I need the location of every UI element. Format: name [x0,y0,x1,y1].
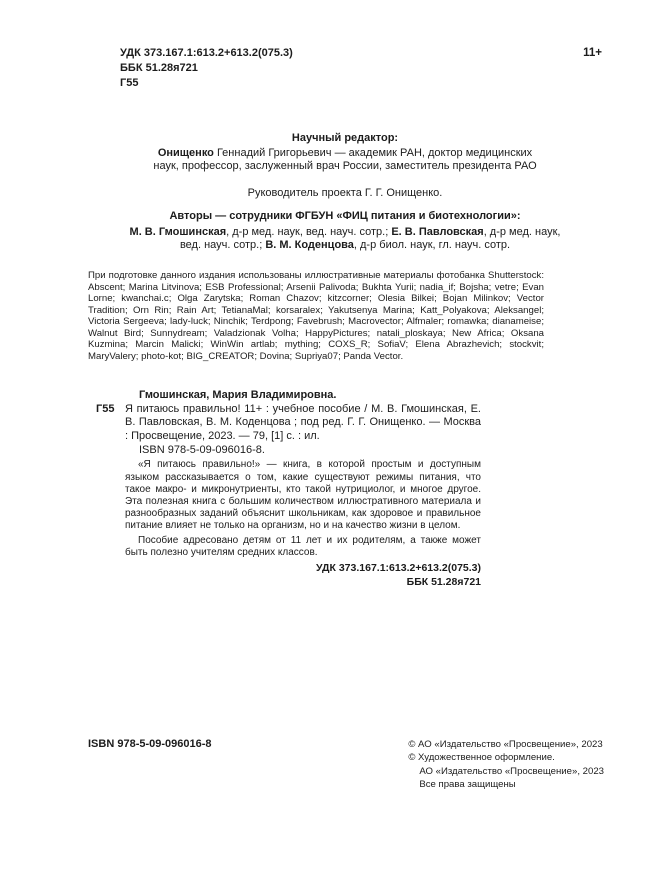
author-2-name: Е. В. Павловская [391,225,484,238]
editor-credentials: Геннадий Григорьевич — академик РАН, доктор медицинских наук, профессор, заслуженный врач России, заместитель президента РАО [153,146,537,173]
age-rating-badge: 11+ [583,47,602,59]
author-2-credentials: , д-р мед. наук, вед. науч. сотр.; [179,225,561,251]
author-1-credentials: , д-р мед. наук, вед. науч. сотр.; [226,225,392,238]
author-1-name: М. В. Гмошинская [129,225,227,238]
catalog-udk-line: УДК 373.167.1:613.2+613.2(075.3) [316,561,481,574]
catalog-card-code: Г55 [96,403,115,416]
author-3-credentials: , д-р биол. наук, гл. науч. сотр. [353,238,511,251]
copyright-block [408,738,604,792]
annotation-paragraph-2: Пособие адресовано детям от 11 лет и их родителям, а также может быть полезно учителям средних классов. [125,534,481,558]
classification-block [120,46,293,91]
science-editor-heading: Научный редактор: [291,131,399,144]
photo-credits-paragraph: При подготовке данного издания использованы иллюстративные материалы фотобанка Shutterstock: Abscent; Marina Litvinova; ESB Professional; Arsenii Palivoda; Bukhta Yurii; nadia_if; Bojsha; vetre; Evan Lorne; kwanchai.c; Olga Zarytska; Roman Chazov; kitzcorner; Olesia Bilkei; Bojan Milinkov; Vector Tradition; Orn Rin; Rain Art; TetianaMal; korsaralex; Yakutsenya Marina; Katt_Polyakova; Aleksangel; Victoria Sergeeva; lady-luck; Ninchik; Terdpong; Favebrush; Macrovector; Alfmaler; romawka; dianameise; Walnut Bird; Sunnydream; Valadzionak Volha; HappyPictures; natali_ploskaya; New Africa; Oksana Kuzmina; Marcin Malicki; WinWin artlab; mything; COXS_R; SofiaV; Elena Abrazhevich; stockvit; MaryValery; photo-kot; BIG_CREATOR; Dovina; Supriya07; Panda Vector. [88,270,544,362]
copyright-line-3: АО «Издательство «Просвещение», 2023 [419,765,604,777]
authors-heading: Авторы — сотрудники ФГБУН «ФИЦ питания и биотехнологии»: [169,210,521,223]
book-code: Г55 [120,76,139,89]
header [88,46,602,91]
udk-line: УДК 373.167.1:613.2+613.2(075.3) [120,47,293,59]
science-editor-paragraph [149,147,541,174]
catalog-bbk-line: ББК 51.28я721 [406,575,481,588]
annotation-paragraph-1: «Я питаюсь правильно!» — книга, в которой простым и доступным языком рассказывается о том, какие существуют режимы питания, что такое макро- и микронутриенты, кто такой нутрициолог, и многое другое. Эта полезная книга с большим количеством иллюстративного материала и разнообразных заданий объяснит школьникам, как здоровое и правильное питание влияет не только на организм, но и на качество жизни в целом. [125,459,481,532]
catalog-card [96,389,481,589]
copyright-line-1: © АО «Издательство «Просвещение», 2023 [408,739,603,750]
editor-name: Онищенко [157,146,214,159]
catalog-isbn-line: ISBN 978-5-09-096016-8. [139,444,265,456]
catalog-author-line: Гмошинская, Мария Владимировна. [139,389,337,402]
author-3-name: В. М. Коденцова [265,238,354,251]
catalog-description: Я питаюсь правильно! 11+ : учебное пособие / М. В. Гмошинская, Е. В. Павловская, В. М. Коденцова ; под ред. Г. Г. Онищенко. — Москва : Просвещение, 2023. — 79, [1] с. : ил. [125,402,481,442]
copyright-line-4: Все права защищены [419,779,516,791]
footer-isbn: ISBN 978-5-09-096016-8 [88,738,212,750]
copyright-line-2: © Художественное оформление. [408,752,555,764]
footer [88,738,604,792]
authors-paragraph [122,226,568,253]
project-lead-line: Руководитель проекта Г. Г. Онищенко. [247,186,443,199]
catalog-classification [125,562,481,589]
bbk-line: ББК 51.28я721 [120,61,198,74]
